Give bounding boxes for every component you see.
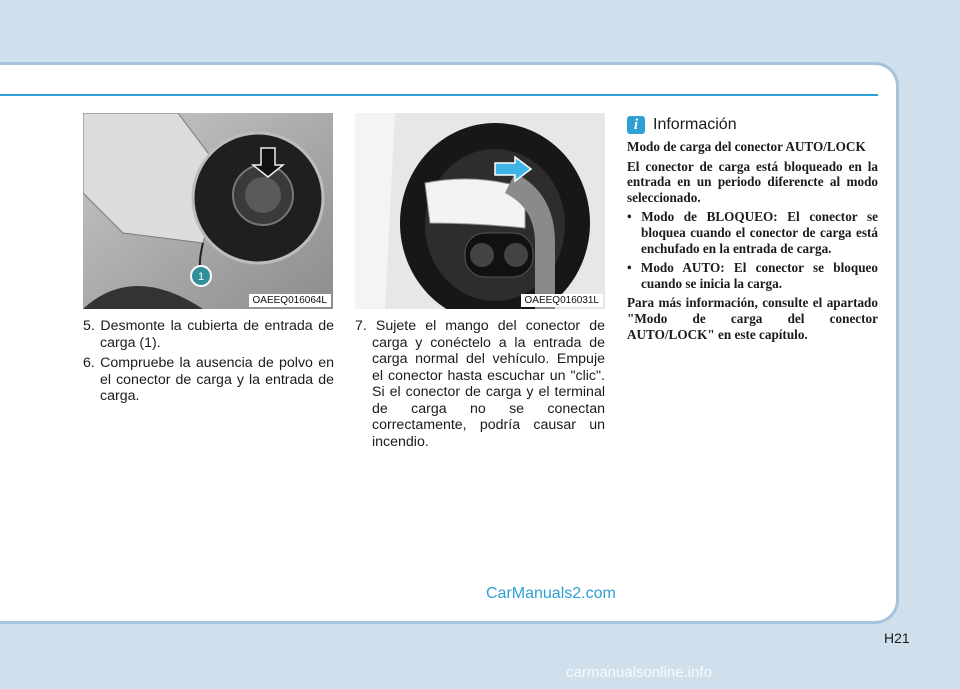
step-7: 7. Sujete el mango del conector de carga y conéctelo a la entrada de carga normal del vehículo. Empuje el conector hasta escuchar un "clic". Si el conector de carga y el terminal de carga no se conectan correctamente, podría causar un incendio. — [355, 318, 605, 450]
watermark-link[interactable]: CarManuals2.com — [486, 585, 616, 602]
steps-list-left — [83, 318, 334, 409]
footer-watermark: carmanualsonline.info — [566, 664, 712, 681]
header-rule — [0, 94, 878, 96]
info-paragraph: El conector de carga está bloqueado en la entrada en un periodo diferencte al modo seleccionado. — [627, 158, 878, 205]
figure-caption: OAEEQ016031L — [521, 294, 604, 307]
info-bullet: • Modo AUTO: El conector se bloqueo cuando se inicia la carga. — [627, 260, 878, 291]
callout-1-label: 1 — [197, 271, 205, 283]
info-bullet: • Modo de BLOQUEO: El conector se bloquea cuando el conector de carga está enchufado en la entrada de carga. — [627, 209, 878, 256]
info-paragraph: Para más información, consulte el apartado "Modo de carga del conector AUTO/LOCK" en este capítulo. — [627, 295, 878, 342]
figure-charge-inlet-cover — [83, 113, 333, 309]
info-bullets — [627, 209, 878, 291]
charge-inlet-cover-illustration — [83, 113, 333, 309]
step-5: 5. Desmonte la cubierta de entrada de carga (1). — [83, 318, 334, 351]
charge-connector-illustration — [355, 113, 605, 309]
info-paragraph: Modo de carga del conector AUTO/LOCK — [627, 139, 866, 154]
page-number: H21 — [884, 630, 910, 646]
info-body — [627, 139, 878, 346]
steps-list-middle — [355, 318, 605, 454]
info-header — [627, 116, 737, 134]
info-title: Información — [653, 116, 737, 133]
info-icon: i — [627, 116, 645, 134]
figure-caption: OAEEQ016064L — [249, 294, 332, 307]
step-6: 6. Compruebe la ausencia de polvo en el conector de carga y la entrada de carga. — [83, 355, 334, 404]
figure-charge-connector — [355, 113, 605, 309]
